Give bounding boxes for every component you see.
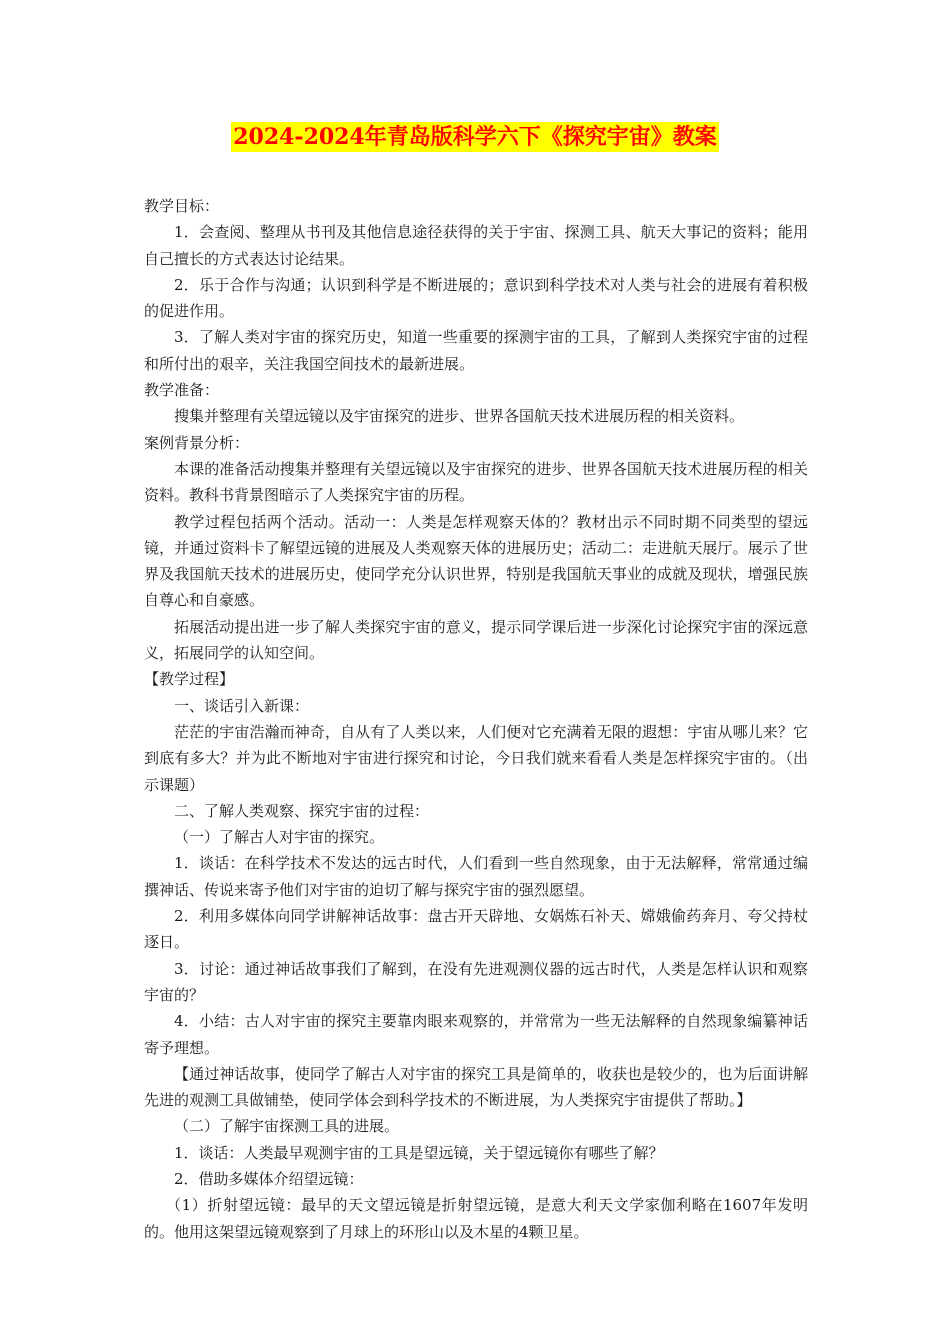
background-paragraph: 本课的准备活动搜集并整理有关望远镜以及宇宙探究的进步、世界各国航天技术进展历程的相关资料。教科书背景图暗示了人类探究宇宙的历程。 [144,459,808,505]
body-paragraph: 3．讨论：通过神话故事我们了解到，在没有先进观测仪器的远古时代，人类是怎样认识和观察宇宙的？ [144,959,808,1004]
document-body [144,193,808,1245]
subsection-heading: （一）了解古人对宇宙的探究。 [174,828,385,847]
body-paragraph: （1）折射望远镜：最早的天文望远镜是折射望远镜，是意大利天文学家伽利略在1607年发明的。他用这架望远镜观察到了月球上的环形山以及木星的4颗卫星。 [144,1196,808,1241]
title-container [0,122,950,152]
section-heading: 一、谈话引入新课： [174,696,310,715]
heading-teaching-process: 【教学过程】 [144,670,235,689]
document-title: 2024-2024年青岛版科学六下《探究宇宙》教案 [233,124,717,150]
goal-item: 3．了解人类对宇宙的探究历史，知道一些重要的探测宇宙的工具，了解到人类探究宇宙的过程和所付出的艰辛，关注我国空间技术的最新进展。 [144,328,808,373]
bracket-note-paragraph: 【通过神话故事，使同学了解古人对宇宙的探究工具是简单的，收获也是较少的，也为后面讲解先进的观测工具做铺垫，使同学体会到科学技术的不断进展，为人类探究宇宙提供了帮助。】 [144,1064,808,1110]
heading-teaching-goals: 教学目标： [144,197,220,215]
body-paragraph: 2．借助多媒体介绍望远镜： [174,1169,364,1188]
goal-item: 2．乐于合作与沟通；认识到科学是不断进展的；意识到科学技术对人类与社会的进展有着积极的促进作用。 [144,275,808,321]
background-paragraph: 拓展活动提出进一步了解人类探究宇宙的意义，提示同学课后进一步深化讨论探究宇宙的深远意义，拓展同学的认知空间。 [144,617,808,663]
background-paragraph: 教学过程包括两个活动。活动一：人类是怎样观察天体的？教材出示不同时期不同类型的望远镜，并通过资料卡了解望远镜的进展及人类观察天体的进展历史；活动二：走进航天展厅。展示了世界及我国航天技术的进展历史，使同学充分认识世界，特别是我国航天事业的成就及现状，增强民族自尊心和自豪感。 [144,512,808,610]
body-paragraph: 1．谈话：人类最早观测宇宙的工具是望远镜，关于望远镜你有哪些了解？ [174,1143,664,1162]
prep-paragraph: 搜集并整理有关望远镜以及宇宙探究的进步、世界各国航天技术进展历程的相关资料。 [174,407,745,426]
heading-teaching-prep: 教学准备： [144,381,220,400]
heading-case-background: 案例背景分析： [144,433,250,452]
subsection-heading: （二）了解宇宙探测工具的进展。 [174,1117,400,1136]
body-paragraph: 4．小结：古人对宇宙的探究主要靠肉眼来观察的，并常常为一些无法解释的自然现象编纂神话寄予理想。 [144,1012,808,1057]
section-heading: 二、了解人类观察、探究宇宙的过程： [174,801,430,820]
body-paragraph: 茫茫的宇宙浩瀚而神奇，自从有了人类以来，人们便对它充满着无限的遐想：宇宙从哪儿来？它到底有多大？并为此不断地对宇宙进行探究和讨论，今日我们就来看看人类是怎样探究宇宙的。（出示课题） [144,722,808,794]
body-paragraph: 1．谈话：在科学技术不发达的远古时代，人们看到一些自然现象，由于无法解释，常常通过编撰神话、传说来寄予他们对宇宙的迫切了解与探究宇宙的强烈愿望。 [144,854,808,899]
goal-item: 1．会查阅、整理从书刊及其他信息途径获得的关于宇宙、探测工具、航天大事记的资料；能用自己擅长的方式表达讨论结果。 [144,223,808,268]
body-paragraph: 2．利用多媒体向同学讲解神话故事：盘古开天辟地、女娲炼石补天、嫦娥偷药奔月、夸父持杖逐日。 [144,907,808,952]
